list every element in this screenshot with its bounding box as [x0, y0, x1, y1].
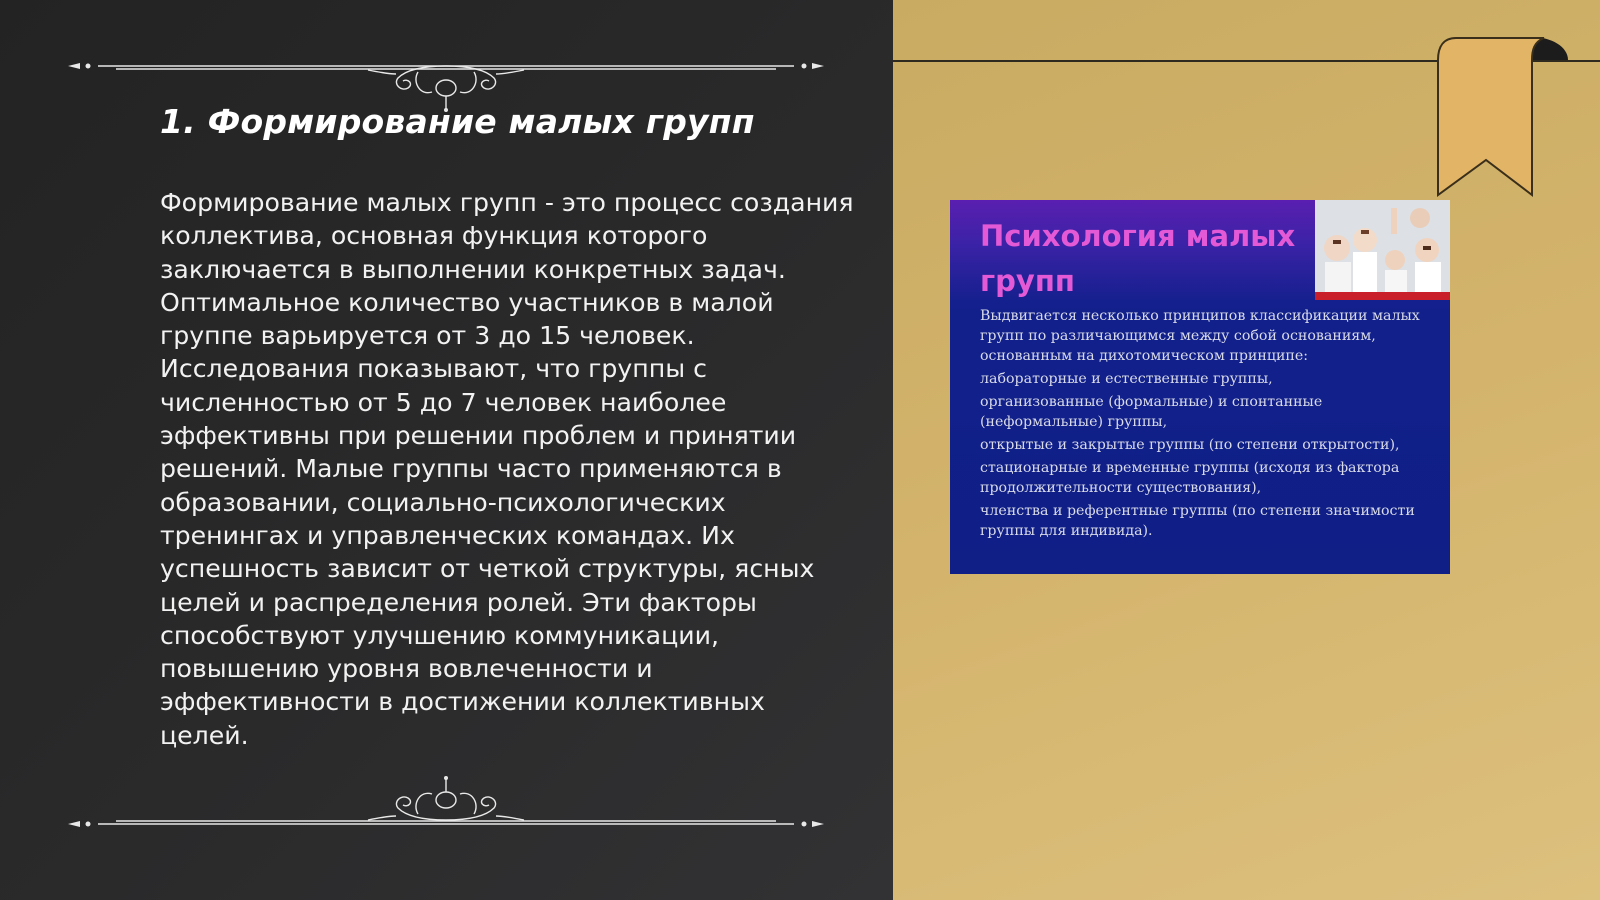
list-item: организованные (формальные) и спонтанные (неформальные) группы, [980, 394, 1323, 430]
slide-title: 1. Формирование малых групп [160, 102, 755, 141]
list-item: лабораторные и естественные группы, [980, 371, 1273, 387]
scroll-divider-icon [68, 774, 824, 834]
list-item: членства и референтные группы (по степени значимости группы для индивида). [980, 503, 1415, 539]
inset-text-block [980, 306, 1432, 541]
group-photo [1315, 200, 1450, 300]
inset-intro: Выдвигается несколько принципов классификации малых групп по различающимся между собой основаниям, основанным на дихотомическом принципе: [980, 308, 1420, 364]
list-item: открытые и закрытые группы (по степени открытости), [980, 437, 1400, 453]
slide-body-text: Формирование малых групп - это процесс создания коллектива, основная функция которого заключается в выполнении конкретных задач. Оптимальное количество участников в малой группе варьируется от 3 до 15 человек. Исследования показывают, что группы с численностью от 5 до 7 человек наиболее эффективны при решении проблем и принятии решений. Малые группы часто применяются в образовании, социально-психологических тренингах и управленческих командах. Их успешность зависит от четкой структуры, ясных целей и распределения ролей. Эти факторы способствуют улучшению коммуникации, повышению уровня вовлеченности и эффективности в достижении коллективных целей. [160, 188, 854, 750]
inset-title: Психология малых групп [980, 219, 1296, 298]
ribbon-bookmark-icon [1434, 30, 1574, 200]
list-item: стационарные и временные группы (исходя из фактора продолжительности существования), [980, 460, 1400, 496]
inset-slide-image [950, 200, 1450, 574]
